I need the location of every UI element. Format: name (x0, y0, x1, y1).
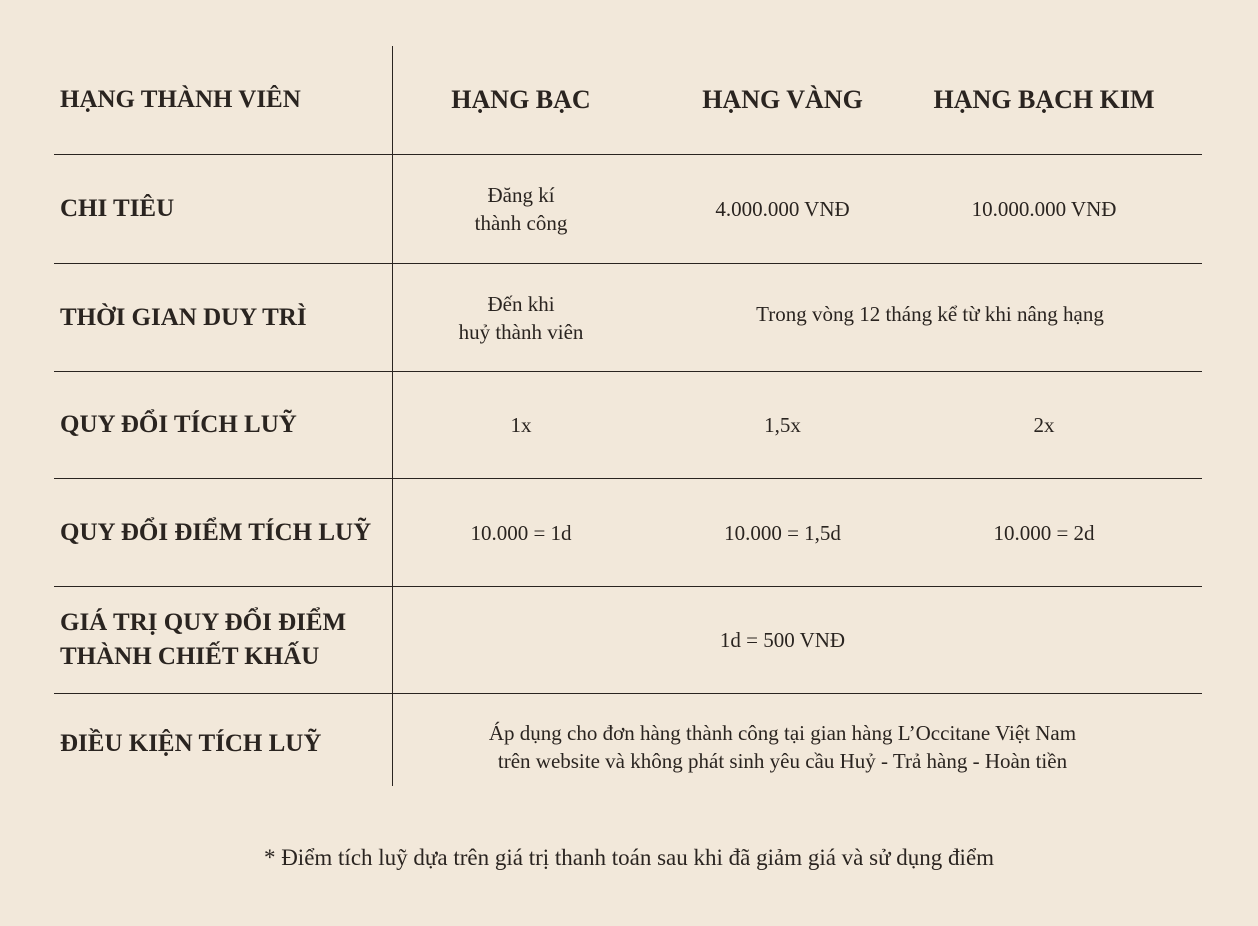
accumulation-rate-silver: 1x (510, 413, 532, 437)
row-label-accumulation-conditions: ĐIỀU KIỆN TÍCH LUỸ (60, 730, 322, 757)
header-silver-tier: HẠNG BẠC (451, 85, 591, 114)
row-label-maintenance-period: THỜI GIAN DUY TRÌ (60, 303, 307, 331)
spending-platinum: 10.000.000 VNĐ (971, 197, 1117, 221)
maintenance-silver: Đến khi huỷ thành viên (458, 291, 584, 344)
header-platinum-tier: HẠNG BẠCH KIM (933, 85, 1155, 114)
accumulation-rate-gold: 1,5x (764, 413, 801, 437)
points-conversion-silver: 10.000 = 1d (470, 520, 572, 545)
spending-gold: 4.000.000 VNĐ (715, 197, 850, 221)
maintenance-gold-platinum: Trong vòng 12 tháng kể từ khi nâng hạng (756, 302, 1104, 326)
row-label-spending: CHI TIÊU (60, 195, 175, 222)
row-label-point-value: GIÁ TRỊ QUY ĐỔI ĐIỂM THÀNH CHIẾT KHẤU (60, 609, 347, 670)
point-value-all-tiers: 1d = 500 VNĐ (719, 628, 846, 652)
footnote: * Điểm tích luỹ dựa trên giá trị thanh toán sau khi đã giảm giá và sử dụng điểm (263, 845, 995, 870)
points-conversion-gold: 10.000 = 1,5d (724, 520, 841, 545)
header-membership-tier: HẠNG THÀNH VIÊN (60, 86, 301, 113)
row-label-points-conversion: QUY ĐỔI ĐIỂM TÍCH LUỸ (60, 518, 372, 546)
accumulation-rate-platinum: 2x (1033, 413, 1055, 437)
header-gold-tier: HẠNG VÀNG (702, 85, 863, 114)
row-label-accumulation-rate: QUY ĐỔI TÍCH LUỸ (60, 411, 297, 438)
accumulation-conditions-all-tiers: Áp dụng cho đơn hàng thành công tại gian hàng L’Occitane Việt Nam trên website và không phát sinh yêu cầu Huỷ - Trả hàng - Hoàn tiền (488, 721, 1077, 773)
spending-silver: Đăng kí thành công (474, 183, 568, 235)
points-conversion-platinum: 10.000 = 2d (993, 520, 1095, 545)
